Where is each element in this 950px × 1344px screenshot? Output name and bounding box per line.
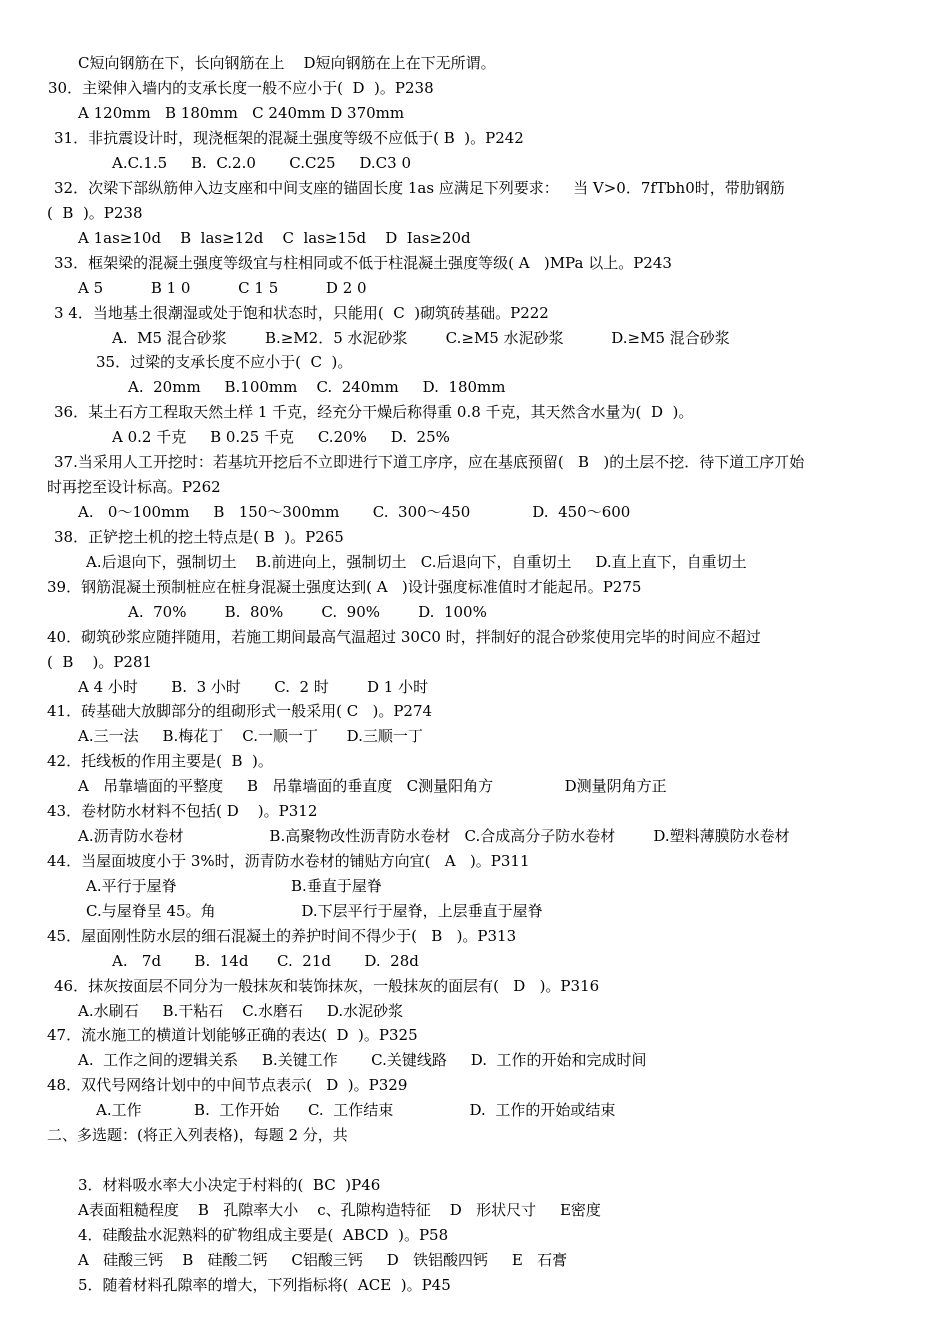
- text-line: A. 7d B. 14d C. 21d D. 28d: [112, 952, 419, 970]
- text-line: A.C.1.5 B. C.2.0 C.C25 D.C3 0: [112, 154, 411, 172]
- text-line: 36．某土石方工程取天然土样 1 千克，经充分干燥后称得重 0.8 千克，其天然含水量为( D )。: [54, 403, 694, 421]
- text-line: 37.当采用人工开挖时：若基坑开挖后不立即进行下道工序序，应在基底预留( B )的土层不挖．待下道工序丌始: [54, 453, 805, 471]
- text-line: 43．卷材防水材料不包括( D )。P312: [47, 802, 318, 820]
- text-line: 47．流水施工的横道计划能够正确的表达( D )。P325: [47, 1026, 418, 1044]
- text-line: ( B )。P281: [47, 653, 153, 671]
- text-line: 30．主梁伸入墙内的支承长度一般不应小于( D )。P238: [48, 79, 434, 97]
- text-line: 48．双代号网络计划中的中间节点表示( D )。P329: [47, 1076, 408, 1094]
- text-line: A 120mm B 180mm C 240mm D 370mm: [78, 104, 405, 122]
- text-line: A. 20mm B.100mm C. 240mm D. 180mm: [128, 378, 506, 396]
- text-line: A 硅酸三钙 B 硅酸二钙 C铝酸三钙 D 铁铝酸四钙 E 石膏: [78, 1251, 568, 1269]
- text-line: 39．钢筋混凝土预制桩应在桩身混凝土强度达到( A )设计强度标准值时才能起吊。P275: [47, 578, 642, 596]
- text-line: 32．次梁下部纵筋伸入边支座和中间支座的锚固长度 1as 应满足下列要求： 当 V>0．7fTbh0时，带肋钢筋: [54, 179, 785, 197]
- text-line: 44．当屋面坡度小于 3%时，沥青防水卷材的铺贴方向宜( A )。P311: [47, 852, 530, 870]
- text-line: A.后退向下，强制切土 B.前进向上，强制切土 C.后退向下，自重切土 D.直上直下，自重切土: [86, 553, 747, 571]
- text-line: A 0.2 千克 B 0.25 千克 C.20% D. 25%: [112, 428, 450, 446]
- text-line: A. 70% B. 80% C. 90% D. 100%: [128, 603, 487, 621]
- text-line: A.沥青防水卷材 B.高聚物改性沥青防水卷材 C.合成高分子防水卷材 D.塑料薄膜防水卷材: [78, 827, 790, 845]
- text-line: C.与屋脊呈 45。角 D.下层平行于屋脊，上层垂直于屋脊: [86, 902, 543, 920]
- text-line: A. 工作之间的逻辑关系 B.关键工作 C.关键线路 D. 工作的开始和完成时间: [78, 1051, 647, 1069]
- text-line: 33．框架梁的混凝土强度等级宜与柱相同或不低于柱混凝土强度等级( A )MPa 以上。P243: [54, 254, 672, 272]
- text-line: 31．非抗震设计时，现浇框架的混凝土强度等级不应低于( B )。P242: [54, 129, 524, 147]
- text-line: 42．托线板的作用主要是( B )。: [47, 752, 273, 770]
- text-line: 3 4．当地基土很潮湿或处于饱和状态时，只能用( C )砌筑砖基础。P222: [54, 304, 549, 322]
- text-line: A.水刷石 B.干粘石 C.水磨石 D.水泥砂浆: [78, 1002, 404, 1020]
- text-line: 46．抹灰按面层不同分为一般抹灰和装饰抹灰，一般抹灰的面层有( D )。P316: [54, 977, 600, 995]
- section-heading: 二、多选题：(将正入列表格)，每题 2 分，共: [47, 1126, 348, 1144]
- text-line: A 5 B 1 0 C 1 5 D 2 0: [78, 279, 367, 297]
- text-line: A 4 小时 B. 3 小时 C. 2 时 D 1 小时: [78, 678, 429, 696]
- text-line: A. M5 混合砂浆 B.≥M2．5 水泥砂浆 C.≥M5 水泥砂浆 D.≥M5 混合砂浆: [112, 329, 730, 347]
- text-line: A. 0～100mm B 150～300mm C. 300～450 D. 450～600: [78, 503, 631, 521]
- text-line: 5．随着材料孔隙率的增大，下列指标将( ACE )。P45: [78, 1276, 451, 1294]
- text-line: 35．过梁的支承长度不应小于( C )。: [96, 353, 353, 371]
- text-line: 4．硅酸盐水泥熟料的矿物组成主要是( ABCD )。P58: [78, 1226, 449, 1244]
- text-line: A表面粗糙程度 B 孔隙率大小 c、孔隙构造特征 D 形状尺寸 E密度: [78, 1201, 601, 1219]
- text-line: 时再挖至设计标高。P262: [47, 478, 221, 496]
- text-line: A 1as≥10d B las≥12d C las≥15d D Ias≥20d: [78, 229, 471, 247]
- text-line: A.平行于屋脊 B.垂直于屋脊: [86, 877, 382, 895]
- text-line: 38．正铲挖土机的挖土特点是( B )。P265: [54, 528, 344, 546]
- text-line: C短向钢筋在下，长向钢筋在上 D短向钢筋在上在下无所谓。: [78, 54, 496, 72]
- text-line: A 吊靠墙面的平整度 B 吊靠墙面的垂直度 C测量阳角方 D测量阴角方正: [78, 777, 667, 795]
- text-line: 41．砖基础大放脚部分的组砌形式一般采用( C )。P274: [47, 702, 433, 720]
- text-line: ( B )。P238: [47, 204, 143, 222]
- text-line: A.三一法 B.梅花丁 C.一顺一丁 D.三顺一丁: [78, 727, 423, 745]
- text-line: 40．砌筑砂浆应随拌随用，若施工期间最高气温超过 30C0 时，拌制好的混合砂浆使用完毕的时间应不超过: [47, 628, 761, 646]
- text-line: 45．屋面刚性防水层的细石混凝土的养护时间不得少于( B )。P313: [47, 927, 517, 945]
- text-line: A.工作 B. 工作开始 C. 工作结束 D. 工作的开始或结束: [96, 1101, 616, 1119]
- text-line: 3．材料吸水率大小决定于村料的( BC )P46: [78, 1176, 381, 1194]
